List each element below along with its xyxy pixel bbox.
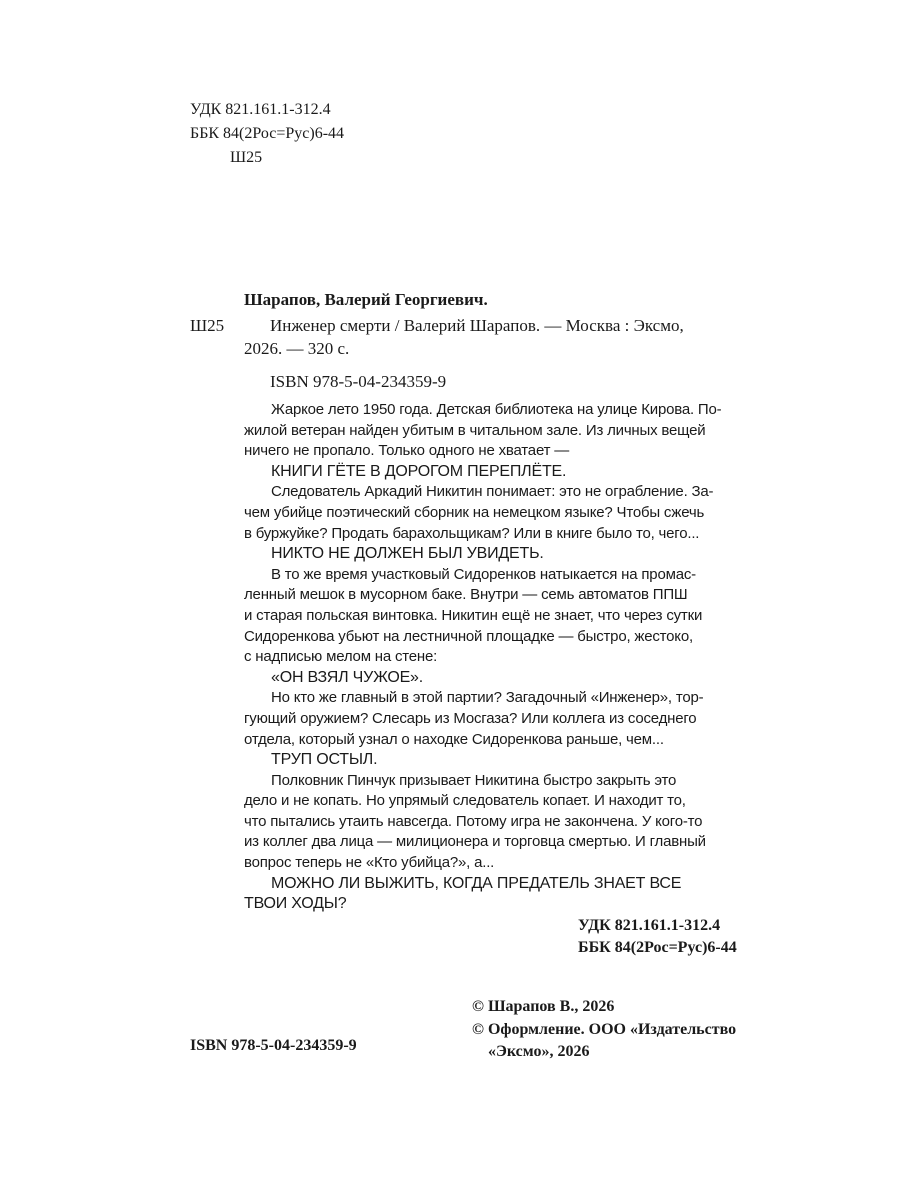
- annotation-line: жилой ветеран найден убитым в читальном зале. Из личных вещей: [244, 421, 706, 439]
- copyright-design-cont: «Эксмо», 2026: [488, 1043, 590, 1060]
- annotation-line: отдела, который узнал о находке Сидоренкова раньше, чем...: [244, 730, 664, 748]
- annotation-line: с надписью мелом на стене:: [244, 648, 438, 666]
- bbk-code-bottom: ББК 84(2Рос=Рус)6-44: [578, 939, 737, 956]
- annotation-line: ничего не пропало. Только одного не хватает —: [244, 442, 570, 460]
- annotation-line: Следователь Аркадий Никитин понимает: это не ограбление. За-: [271, 483, 714, 501]
- record-isbn: ISBN 978-5-04-234359-9: [270, 372, 447, 391]
- annotation-line: гующий оружием? Слесарь из Мосгаза? Или коллега из соседнего: [244, 709, 697, 727]
- author-mark: Ш25: [230, 149, 263, 166]
- bbk-code: ББК 84(2Рос=Рус)6-44: [190, 125, 345, 142]
- annotation-line: В то же время участковый Сидоренков натыкается на промас-: [271, 565, 696, 583]
- record-title-line-1: Инженер смерти / Валерий Шарапов. — Москва : Эксмо,: [270, 316, 684, 335]
- record-author: Шарапов, Валерий Георгиевич.: [244, 290, 488, 309]
- annotation-line: что пытались утаить навсегда. Потому игра не закончена. У кого-то: [244, 812, 703, 830]
- annotation-line: Жаркое лето 1950 года. Детская библиотека на улице Кирова. По-: [271, 401, 722, 418]
- copyright-author: © Шарапов В., 2026: [472, 998, 615, 1015]
- record-author-mark: Ш25: [190, 316, 225, 335]
- annotation-line: в буржуйке? Продать барахольщикам? Или в книге было то, чего...: [244, 524, 700, 542]
- annotation-line: дело и не копать. Но упрямый следователь копает. И находит то,: [244, 792, 686, 810]
- classification-block-top: [190, 98, 344, 170]
- copyright-design: © Оформление. ООО «Издательство: [472, 1021, 737, 1038]
- annotation-line: Но кто же главный в этой партии? Загадочный «Инженер», тор-: [271, 689, 704, 707]
- annotation-caps-line: МОЖНО ЛИ ВЫЖИТЬ, КОГДА ПРЕДАТЕЛЬ ЗНАЕТ ВСЕ: [271, 874, 682, 892]
- udk-code: УДК 821.161.1-312.4: [190, 101, 331, 118]
- annotation-line: из коллег два лица — милиционера и торговца смертью. И главный: [244, 833, 706, 851]
- annotation-line: и старая польская винтовка. Никитин ещё не знает, что через сутки: [244, 606, 703, 624]
- annotation-line: чем убийце поэтический сборник на немецком языке? Чтобы сжечь: [244, 503, 705, 521]
- annotation-caps-line: КНИГИ ГЁТЕ В ДОРОГОМ ПЕРЕПЛЁТЕ.: [271, 462, 567, 480]
- udk-code-bottom: УДК 821.161.1-312.4: [578, 917, 721, 934]
- annotation-caps-line: ТРУП ОСТЫЛ.: [271, 751, 378, 769]
- annotation-line: вопрос теперь не «Кто убийца?», а...: [244, 854, 495, 872]
- isbn-bottom: ISBN 978-5-04-234359-9: [190, 1037, 357, 1054]
- annotation-caps-line: НИКТО НЕ ДОЛЖЕН БЫЛ УВИДЕТЬ.: [271, 545, 544, 563]
- annotation-text: [244, 400, 744, 915]
- annotation-caps-line: ТВОИ ХОДЫ?: [244, 895, 347, 913]
- annotation-line: ленный мешок в мусорном баке. Внутри — семь автоматов ППШ: [244, 586, 688, 604]
- record-title-line-2: 2026. — 320 с.: [244, 339, 350, 358]
- annotation-caps-line: «ОН ВЗЯЛ ЧУЖОЕ».: [271, 668, 423, 686]
- annotation-line: Полковник Пинчук призывает Никитина быстро закрыть это: [271, 771, 677, 789]
- annotation-line: Сидоренкова убьют на лестничной площадке — быстро, жестоко,: [244, 627, 693, 645]
